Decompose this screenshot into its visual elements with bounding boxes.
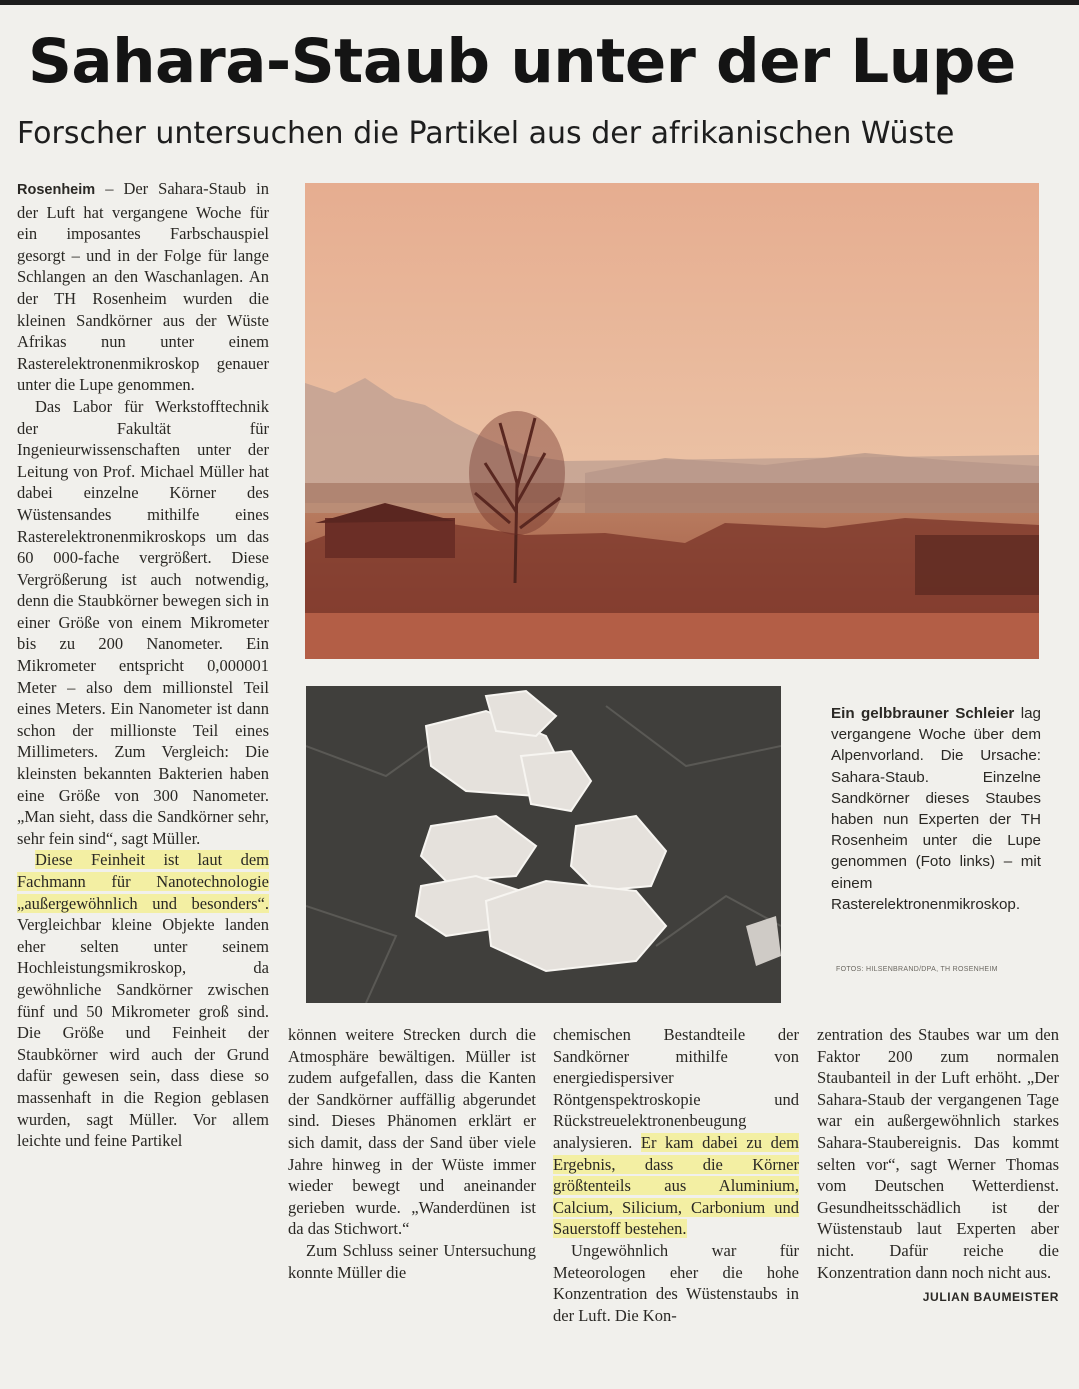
paragraph: Ungewöhnlich war für Meteorologen eher die hohe Konzentration des Wüstenstaubs in der Luft. Die Kon- <box>553 1240 799 1325</box>
landscape-photo-image <box>305 183 1039 659</box>
microscope-photo-image <box>306 686 781 1003</box>
landscape-photo <box>305 183 1039 659</box>
top-border <box>0 0 1079 5</box>
paragraph <box>553 1024 799 1240</box>
paragraph <box>17 178 269 396</box>
paragraph-text: chemischen Bestandteile der Sandkörner mithilfe von energiedispersiver Röntgenspektroskopie und Rückstreuelektronenbeugung analysieren. <box>553 1025 799 1152</box>
paragraph-text: zentration des Staubes war um den Faktor 200 zum normalen Staubanteil in der Luft erhöht. „Der Sahara-Staub der vergangenen Tage war ein außergewöhnlich starkes Sahara-Staubereignis. Das kommt selten vor“, sagt Werner Thomas vom Deutschen Wetterdienst. Gesundheitsschädlich ist der Wüstenstaub laut Experten aber nicht. Dafür reiche die Konzentration dann noch nicht aus. <box>817 1025 1059 1282</box>
article-column-1 <box>17 178 269 1152</box>
subheadline: Forscher untersuchen die Partikel aus der afrikanischen Wüste <box>17 116 955 151</box>
article-column-4 <box>817 1024 1059 1309</box>
paragraph-text: – Der Sahara-Staub in der Luft hat vergangene Woche für ein imposantes Farbschauspiel gesorgt – und in der Folge für lange Schlangen an den Waschanlagen. An der TH Rosenheim wurden die kleinen Sandkörner aus der Wüste Afrikas nun unter einem Rasterelektronenmikroskop genauer unter die Lupe genommen. <box>17 179 269 395</box>
headline: Sahara-Staub unter der Lupe <box>28 26 1016 97</box>
paragraph: können weitere Strecken durch die Atmosphäre bewältigen. Müller ist zudem aufgefallen, dass die Kanten der Sandkörner auffällig abgerundet sind. Dieses Phänomen erklärt er sich damit, dass der Sand über viele Jahre hinweg in der Wüste immer wieder bewegt und aneinander gerieben wurde. „Wanderdünen ist da das Stichwort.“ <box>288 1025 536 1239</box>
highlighted-text: Diese Feinheit ist laut dem Fachmann für Nanotechnologie „außergewöhnlich und besonders“. <box>17 850 269 913</box>
caption-lead: Ein gelbbrauner Schleier <box>831 705 1015 722</box>
paragraph <box>817 1024 1059 1305</box>
paragraph-text: Vergleichbar kleine Objekte landen eher selten unter seinem Hochleistungsmikroskop, da gewöhnliche Sandkörner zwischen fünf und 50 Mikrometer groß sind. Die Größe und Feinheit der Staubkörner wird auch der Grund dafür gewesen sein, dass diese so massenhaft in die Region geblasen wurden, sagt Müller. Vor allem leichte und feine Partikel <box>17 915 269 1151</box>
author-byline: JULIAN BAUMEISTER <box>922 1290 1059 1305</box>
article-column-3 <box>553 1024 799 1326</box>
microscope-photo <box>306 686 781 1003</box>
photo-credit: FOTOS: HILSENBRAND/DPA, TH ROSENHEIM <box>836 966 998 973</box>
dateline: Rosenheim <box>17 182 96 198</box>
caption-text: lag vergangene Woche über dem Alpenvorland. Die Ursache: Sahara-Staub. Einzelne Sandkörner dieses Staubes haben nun Experten der TH Rosenheim unter die Lupe genommen (Foto links) – mit einem Rasterelektronenmikroskop. <box>831 705 1041 913</box>
highlighted-text: Er kam dabei zu dem Ergebnis, dass die Körner größtenteils aus Aluminium, Calcium, Silicium, Carbonium und Sauerstoff bestehen. <box>553 1132 799 1239</box>
article-column-2 <box>288 1024 536 1283</box>
paragraph: Zum Schluss seiner Untersuchung konnte Müller die <box>288 1240 536 1282</box>
paragraph: Das Labor für Werkstofftechnik der Fakultät für Ingenieurwissenschaften unter der Leitung von Prof. Michael Müller hat dabei einzelne Körner des Wüstensandes mithilfe eines Rasterelektronenmikroskops um das 60 000-fache vergrößert. Diese Vergrößerung ist auch notwendig, denn die Staubkörner bewegen sich in einer Größe von einem Mikrometer bis zu 200 Nanometer. Ein Mikrometer entspricht 0,000001 Meter – also dem millionstel Teil eines Meters. Ein Nanometer ist dann schon der millionste Teil eines Millimeters. Zum Vergleich: Die kleinsten bekannten Bakterien haben eine Größe von 300 Nanometer. „Man sieht, dass die Sandkörner sehr, sehr fein sind“, sagt Müller. <box>17 396 269 848</box>
paragraph <box>17 849 269 1151</box>
photo-caption <box>831 703 1041 915</box>
